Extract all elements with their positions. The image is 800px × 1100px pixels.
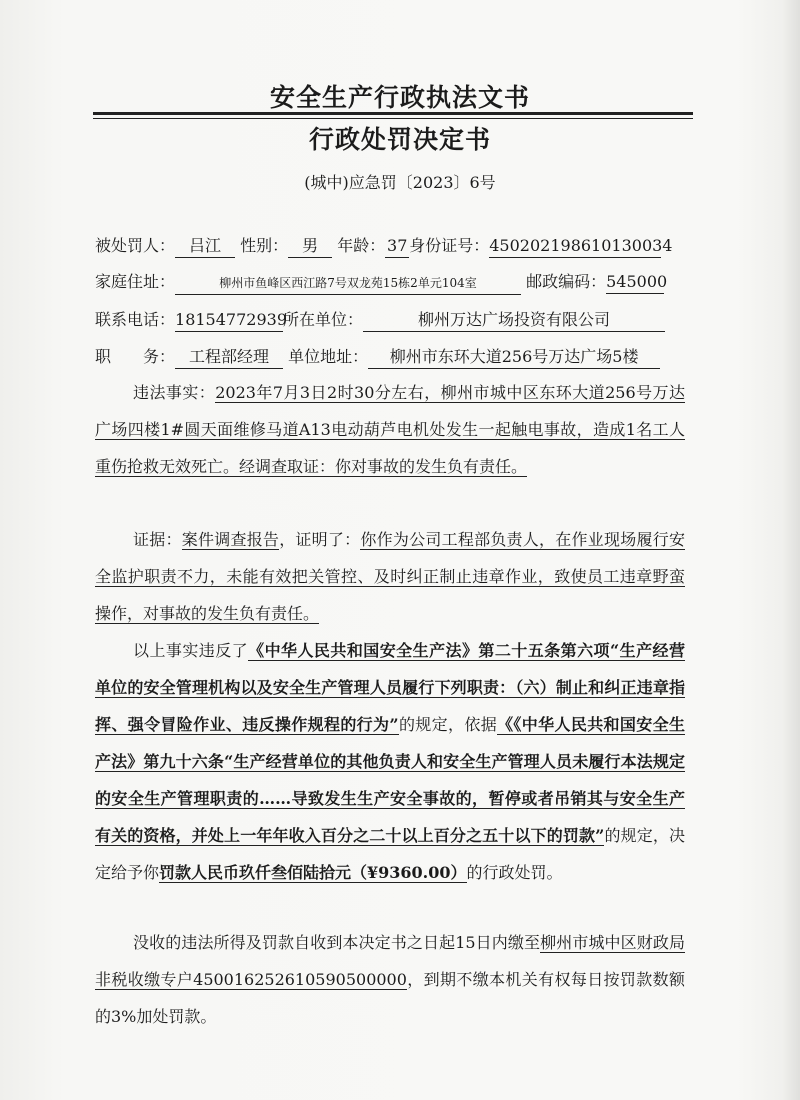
evidence-item: 案件调查报告 (181, 530, 280, 549)
header-rule-thick (93, 112, 693, 115)
party-row-3 (95, 307, 695, 333)
document-header-title: 安全生产行政执法文书 (269, 83, 530, 112)
address-value: 柳州市鱼峰区西江路7号双龙苑15栋2单元104室 (175, 272, 521, 295)
page-edge-shadow (782, 0, 800, 1100)
position-value: 工程部经理 (175, 346, 283, 369)
evidence-text: 你作为公司工程部负责人，在作业现场履行安全监护职责不力，未能有效把关管控、及时纠正制止违章作业，致使员工违章野蛮操作，对事故的发生负有责任。 (95, 530, 685, 623)
id-value: 450202198610130034 (489, 235, 661, 258)
party-row-2 (95, 269, 695, 295)
postcode-value: 545000 (606, 271, 664, 294)
id-label: 身份证号： (409, 236, 490, 255)
facts-text: 2023年7月3日2时30分左右，柳州市城中区东环大道256号万达广场四楼1#圆天面维修马道A13电动葫芦电机处发生一起触电事故，造成1名工人重伤抢救无效死亡。经调查取证：你对事故的发生负有责任。 (95, 383, 685, 476)
address-label: 家庭住址： (95, 272, 176, 291)
postcode-label: 邮政编码： (526, 272, 607, 291)
payment-intro: 没收的违法所得及罚款自收到本决定书之日起15日内缴至 (133, 933, 541, 952)
name-value: 吕江 (175, 235, 235, 258)
facts-label: 违法事实： (133, 383, 216, 402)
phone-label: 联系电话： (95, 310, 176, 329)
legal-mid: 的规定，依据 (398, 715, 498, 734)
employer-label: 所在单位： (283, 310, 364, 329)
age-value: 37 (385, 235, 409, 258)
party-row-4 (95, 344, 695, 370)
payment-account: 柳州市城中区财政局非税收缴专户450016252610590500000 (95, 933, 685, 989)
name-label: 被处罚人： (95, 236, 176, 255)
violated-law: 《中华人民共和国安全生产法》第二十五条第六项“生产经营单位的安全管理机构以及安全生产管理人员履行下列职责：（六）制止和纠正违章指挥、强令冒险作业、违反操作规程的行为” (95, 641, 685, 734)
document-subtitle: 行政处罚决定书 (308, 125, 491, 154)
header-rule-thin (93, 118, 693, 119)
position-label: 职 务： (95, 347, 176, 366)
evidence-paragraph (95, 521, 685, 632)
gender-label: 性别： (240, 236, 289, 255)
legal-paragraph (95, 632, 685, 891)
party-row-1 (95, 233, 695, 259)
evidence-label: 证据： (133, 530, 182, 549)
payment-end: ，到期不缴本机关有权每日按罚款数额的3%加处罚款。 (95, 970, 685, 1026)
phone-value: 18154772939 (175, 309, 283, 332)
legal-intro: 以上事实违反了 (133, 641, 249, 660)
employer-value: 柳州万达广场投资有限公司 (363, 309, 665, 332)
payment-paragraph (95, 924, 685, 1035)
decision-intro: 的规定，决定给予你 (95, 826, 685, 882)
facts-paragraph (95, 374, 685, 485)
employer-address-value: 柳州市东环大道256号万达广场5楼 (368, 346, 660, 369)
employer-address-label: 单位地址： (288, 347, 369, 366)
document-number: (城中)应急罚〔2023〕6号 (304, 173, 496, 192)
evidence-proves-label: ，证明了： (279, 530, 361, 549)
basis-law: 《《中华人民共和国安全生产法》第九十六条“生产经营单位的其他负责人和安全生产管理人员未履行本法规定的安全生产管理职责的……导致发生生产安全事故的，暂停或者吊销其与安全生产有关的资格，并处上一年年收入百分之二十以上百分之五十以下的罚款” (95, 715, 685, 845)
penalty-amount: 罚款人民币玖仟叁佰陆拾元（¥9360.00） (159, 863, 467, 882)
age-label: 年龄： (337, 236, 386, 255)
decision-end: 的行政处罚。 (466, 863, 563, 882)
gender-value: 男 (288, 235, 332, 258)
